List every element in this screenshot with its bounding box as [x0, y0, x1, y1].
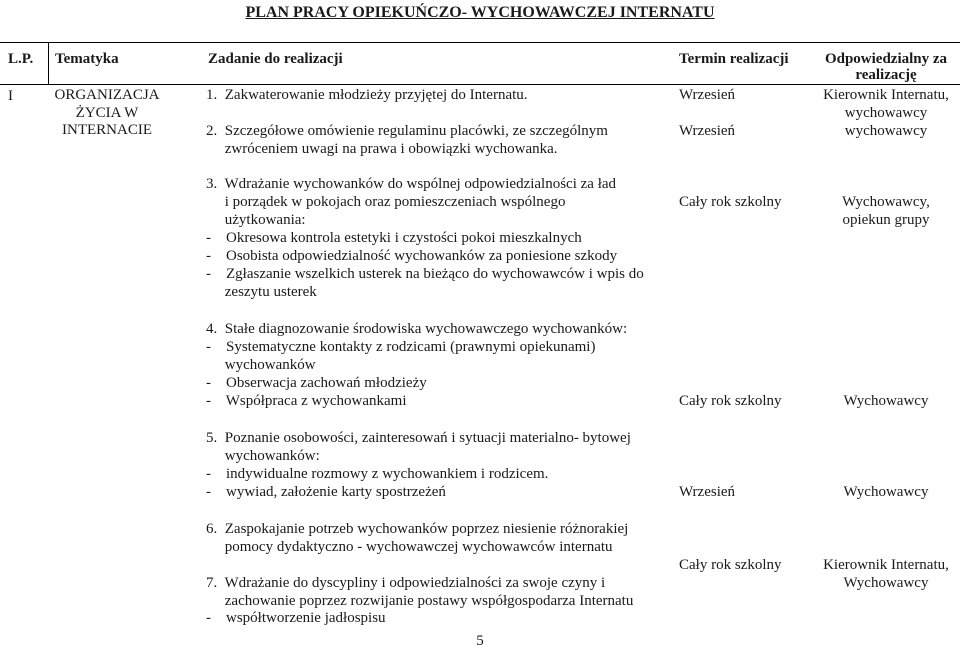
odpowiedzialny-cell: Wychowawcy [843, 575, 929, 591]
header-bottom-border [0, 84, 960, 85]
task-line: zeszytu usterek [206, 284, 317, 300]
task-line: i porządek w pokojach oraz pomieszczeniach wspólnego [206, 194, 566, 210]
task-line: - Zgłaszanie wszelkich usterek na bieżąco do wychowawców i wpis do [206, 266, 644, 282]
odpowiedzialny-cell: Kierownik Internatu, [823, 557, 949, 573]
termin-cell: Cały rok szkolny [679, 393, 782, 409]
task-line: - współtworzenie jadłospisu [206, 610, 386, 626]
task-line: - indywidualne rozmowy z wychowankiem i rodzicem. [206, 466, 549, 482]
odpowiedzialny-cell: wychowawcy [844, 123, 928, 139]
task-line: 7. Wdrażanie do dyscypliny i odpowiedzialności za swoje czyny i [206, 575, 606, 591]
task-line: - Systematyczne kontakty z rodzicami (prawnymi opiekunami) [206, 339, 596, 355]
termin-cell: Cały rok szkolny [679, 557, 782, 573]
header-tematyka: Tematyka [55, 51, 119, 67]
section-number: I [8, 88, 13, 104]
task-line: - Okresowa kontrola estetyki i czystości pokoi mieszkalnych [206, 230, 582, 246]
termin-cell: Wrzesień [679, 484, 736, 500]
task-line: 4. Stałe diagnozowanie środowiska wychowawczego wychowanków: [206, 321, 628, 337]
odpowiedzialny-cell: Wychowawcy, [842, 194, 930, 210]
odpowiedzialny-cell: Kierownik Internatu, [823, 87, 949, 103]
task-line: użytkowania: [206, 212, 306, 228]
table-top-border [0, 42, 960, 43]
header-termin: Termin realizacji [679, 51, 789, 67]
odpowiedzialny-cell: Wychowawcy [843, 393, 929, 409]
task-line: 5. Poznanie osobowości, zainteresowań i sytuacji materialno- bytowej [206, 430, 631, 446]
task-line: pomocy dydaktyczno - wychowawczej wychowawców internatu [206, 539, 613, 555]
termin-cell: Cały rok szkolny [679, 194, 782, 210]
task-line: zwróceniem uwagi na prawa i obowiązki wychowanka. [206, 141, 558, 157]
section-topic-line: ŻYCIA W [75, 105, 139, 121]
task-line: - Współpraca z wychowankami [206, 393, 407, 409]
termin-cell: Wrzesień [679, 123, 736, 139]
task-line: wychowanków [206, 357, 316, 373]
task-line: 2. Szczegółowe omówienie regulaminu placówki, ze szczególnym [206, 123, 608, 139]
header-lp: L.P. [8, 51, 34, 67]
column-divider [48, 42, 49, 84]
task-line: zachowanie poprzez rozwijanie postawy współgospodarza Internatu [206, 593, 634, 609]
task-line: wychowanków: [206, 448, 320, 464]
header-zadanie: Zadanie do realizacji [208, 51, 343, 67]
odpowiedzialny-cell: wychowawcy [844, 105, 928, 121]
task-line: 6. Zaspokajanie potrzeb wychowanków poprzez niesienie różnorakiej [206, 521, 629, 537]
section-topic-line: ORGANIZACJA [54, 87, 160, 103]
header-odpowiedzialny-line2: realizację [855, 67, 917, 83]
document-title: PLAN PRACY OPIEKUŃCZO- WYCHOWAWCZEJ INTERNATU [245, 4, 715, 21]
task-line: - Obserwacja zachowań młodzieży [206, 375, 427, 391]
task-line: 1. Zakwaterowanie młodzieży przyjętej do Internatu. [206, 87, 528, 103]
section-topic-line: INTERNACIE [62, 122, 152, 138]
task-line: 3. Wdrażanie wychowanków do wspólnej odpowiedzialności za ład [206, 176, 617, 192]
header-odpowiedzialny: Odpowiedzialny za [824, 51, 948, 67]
task-line: - Osobista odpowiedzialność wychowanków za poniesione szkody [206, 248, 618, 264]
odpowiedzialny-cell: opiekun grupy [842, 212, 930, 228]
page-number: 5 [476, 633, 484, 649]
odpowiedzialny-cell: Wychowawcy [843, 484, 929, 500]
termin-cell: Wrzesień [679, 87, 736, 103]
task-line: - wywiad, założenie karty spostrzeżeń [206, 484, 446, 500]
